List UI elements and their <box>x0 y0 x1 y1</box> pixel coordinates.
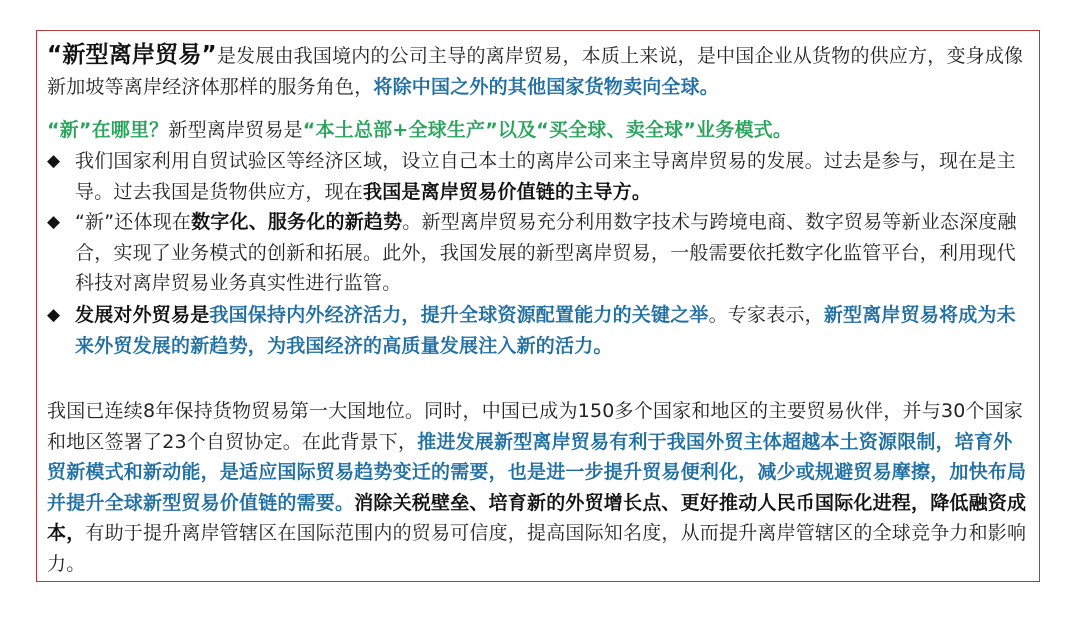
bullet-2-highlight: 数字化、服务化的新趋势 <box>191 211 403 233</box>
bullet-2-text-b: 。新型离岸贸易充分利用数字技术与跨境电商、数字贸易等新业态深度融合，实现了业务模式的创新和拓展。此外，我国发展的新型离岸贸易，一般需要依托数字化监管平台，利用现代科技对离岸贸易业务真实性进行监管。 <box>75 211 1017 294</box>
bullet-3-highlight-a: 我国保持内外经济活力，提升全球资源配置能力的关键之举 <box>209 304 709 326</box>
closing-text-b: 有助于提升离岸管辖区在国际范围内的贸易可信度，提高国际知名度，从而提升离岸管辖区的全球竞争力和影响力。 <box>47 522 1027 575</box>
bullet-2-text-a: “新”还体现在 <box>75 211 192 233</box>
intro-text: 是发展由我国境内的公司主导的离岸贸易，本质上来说，是中国企业从货物的供应方，变身成像新加坡等离岸经济体那样的服务角色， <box>47 45 1024 98</box>
intro-highlight: 将除中国之外的其他国家货物卖向全球。 <box>373 75 720 98</box>
where-text: 新型离岸贸易是 <box>168 119 303 141</box>
where-question: “新”在哪里？ <box>47 119 169 141</box>
bullet-item-1 <box>47 146 1027 207</box>
bullet-3-lead: 发展对外贸易是 <box>75 304 210 326</box>
closing-highlight: 推进发展新型离岸贸易有利于我国外贸主体超越本土资源限制，培育外贸新模式和新动能，是适应国际贸易趋势变迁的需要，也是进一步提升贸易便利化，减少或规避贸易摩擦，加快布局并提升全球新型贸易价值链的需要。 <box>47 430 1027 514</box>
closing-paragraph <box>47 396 1027 579</box>
intro-term: “新型离岸贸易” <box>47 42 217 68</box>
bullet-1-highlight: 我国是离岸贸易价值链的主导方。 <box>363 180 652 203</box>
bullet-3-text: 。专家表示， <box>708 304 824 326</box>
content-frame <box>36 30 1040 582</box>
closing-text-a: 我国已连续8年保持货物贸易第一大国地位。同时，中国已成为150多个国家和地区的主要贸易伙伴，并与30个国家和地区签署了23个自贸协定。在此背景下， <box>47 400 1024 453</box>
bullet-3-highlight-b: 新型离岸贸易将成为未来外贸发展的新趋势，为我国经济的高质量发展注入新的活力。 <box>75 304 1016 357</box>
bullet-diamond-icon: ◆ <box>47 305 61 325</box>
bullet-item-3 <box>47 300 1027 361</box>
bullet-diamond-icon: ◆ <box>47 212 61 232</box>
bullet-item-2 <box>47 207 1027 299</box>
intro-paragraph <box>47 40 1027 102</box>
bullet-1-text: 我们国家利用自贸试验区等经济区域，设立自己本土的离岸公司来主导离岸贸易的发展。过去是参与，现在是主导。过去我国是货物供应方，现在 <box>75 150 1016 203</box>
where-highlight: “本土总部+全球生产”以及“买全球、卖全球”业务模式。 <box>302 119 793 141</box>
closing-bold: 消除关税壁垒、培育新的外贸增长点、更好推动人民币国际化进程，降低融资成本， <box>47 491 1027 544</box>
where-paragraph <box>47 115 1027 146</box>
bullet-diamond-icon: ◆ <box>47 151 61 171</box>
